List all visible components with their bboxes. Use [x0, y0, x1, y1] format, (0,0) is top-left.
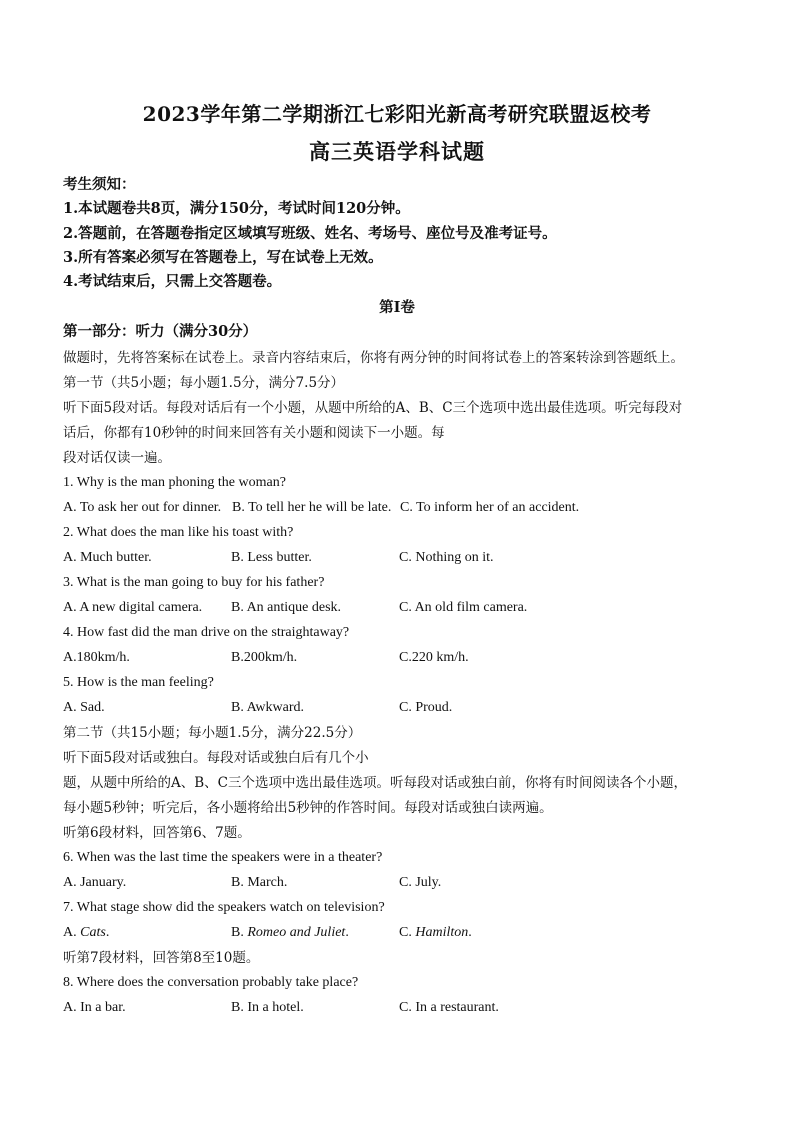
question-5: 5. How is the man feeling? [63, 675, 214, 690]
q6-option-b: B. March. [231, 875, 288, 890]
question-1: 1. Why is the man phoning the woman? [63, 475, 286, 490]
q4-option-a: A.180km/h. [63, 650, 130, 665]
section2-instruction-2: 题，从题中所给的A、B、C三个选项中选出最佳选项。听每段对话或独白前，你将有时间阅读各个小题， [63, 775, 687, 791]
material-6-note: 听第6段材料，回答第6、7题。 [63, 825, 251, 841]
notice-item-3: 3.所有答案必须写在答题卷上，写在试卷上无效。 [63, 249, 383, 266]
question-8: 8. Where does the conversation probably take place? [63, 975, 359, 990]
q7-option-a-suffix: . [105, 925, 110, 940]
section1-instruction-2: 话后，你都有10秒钟的时间来回答有关小题和阅读下一小题。每 [63, 425, 445, 441]
q3-option-b: B. An antique desk. [231, 600, 342, 615]
q1-option-b: B. To tell her he will be late. [232, 500, 392, 515]
exam-subtitle: 高三英语学科试题 [309, 139, 485, 164]
q3-option-a: A. A new digital camera. [63, 600, 203, 615]
q4-option-c: C.220 km/h. [399, 650, 469, 665]
section2-instruction-1: 听下面5段对话或独白。每段对话或独白后有几个小 [63, 750, 369, 766]
q7-option-a [63, 924, 109, 942]
q2-option-c: C. Nothing on it. [399, 550, 494, 565]
q7-option-b-title: Romeo and Juliet [247, 925, 346, 940]
notice-item-2: 2.答题前，在答题卷指定区域填写班级、姓名、考场号、座位号及准考证号。 [63, 225, 557, 242]
q2-option-b: B. Less butter. [231, 550, 312, 565]
q5-option-b: B. Awkward. [231, 700, 304, 715]
q7-option-c-suffix: . [468, 925, 472, 940]
notice-item-4: 4.考试结束后，只需上交答题卷。 [63, 273, 282, 290]
q2-option-a: A. Much butter. [63, 550, 152, 565]
q6-option-a: A. January. [63, 875, 127, 890]
q7-option-c-prefix: C. [399, 925, 416, 940]
q8-option-b: B. In a hotel. [231, 1000, 304, 1015]
notice-item-1: 1.本试题卷共8页，满分150分，考试时间120分钟。 [63, 200, 410, 217]
q8-option-a: A. In a bar. [63, 1000, 126, 1015]
q1-option-a: A. To ask her out for dinner. [63, 500, 222, 515]
section1-heading: 第一节（共5小题；每小题1.5分，满分7.5分） [63, 375, 345, 391]
q7-option-c [399, 924, 472, 942]
q5-option-c: C. Proud. [399, 700, 453, 715]
q1-option-c: C. To inform her of an accident. [400, 500, 580, 515]
volume-label: 第Ⅰ卷 [379, 299, 415, 316]
section1-instruction-1: 听下面5段对话。每段对话后有一个小题，从题中所给的A、B、C三个选项中选出最佳选项。听完每段对 [63, 400, 683, 416]
material-7-note: 听第7段材料，回答第8至10题。 [63, 950, 260, 966]
question-3: 3. What is the man going to buy for his father? [63, 575, 325, 590]
question-4: 4. How fast did the man drive on the straightaway? [63, 625, 350, 640]
section2-heading: 第二节（共15小题；每小题1.5分，满分22.5分） [63, 725, 362, 741]
q7-option-a-prefix: A. [63, 925, 81, 940]
q7-option-a-title: Cats [80, 925, 106, 940]
q7-option-b-prefix: B. [231, 925, 248, 940]
q6-option-c: C. July. [399, 875, 442, 890]
section2-instruction-3: 每小题5秒钟；听完后，各小题将给出5秒钟的作答时间。每段对话或独白读两遍。 [63, 800, 553, 816]
q5-option-a: A. Sad. [63, 700, 105, 715]
section1-instruction-3: 段对话仅读一遍。 [63, 450, 171, 466]
q7-option-c-title: Hamilton [415, 925, 469, 940]
q8-option-c: C. In a restaurant. [399, 1000, 499, 1015]
q3-option-c: C. An old film camera. [399, 600, 528, 615]
q7-option-b [231, 924, 349, 942]
question-6: 6. When was the last time the speakers were in a theater? [63, 850, 383, 865]
q4-option-b: B.200km/h. [231, 650, 298, 665]
part1-heading: 第一部分：听力（满分30分） [63, 323, 258, 340]
notice-heading: 考生须知： [63, 176, 136, 193]
q7-option-b-suffix: . [345, 925, 349, 940]
part1-intro: 做题时，先将答案标在试卷上。录音内容结束后，你将有两分钟的时间将试卷上的答案转涂到答题纸上。 [63, 350, 684, 366]
exam-title: 2023学年第二学期浙江七彩阳光新高考研究联盟返校考 [142, 102, 652, 126]
question-2: 2. What does the man like his toast with? [63, 525, 294, 540]
question-7: 7. What stage show did the speakers watch on television? [63, 900, 385, 915]
